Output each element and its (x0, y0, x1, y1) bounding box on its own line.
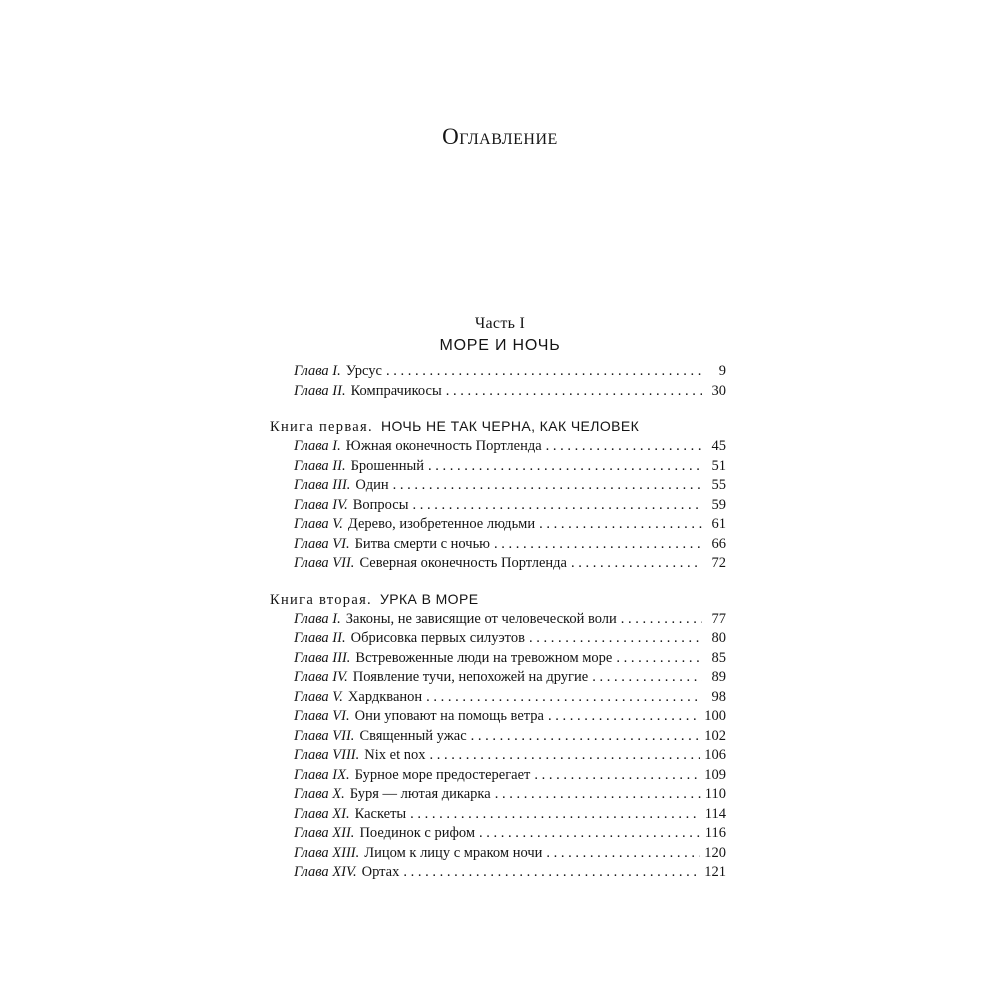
toc-entry[interactable] (294, 362, 726, 382)
chapter-number: Глава VII. (294, 555, 355, 571)
chapter-number: Глава VI. (294, 708, 350, 724)
dot-leader (616, 649, 702, 669)
chapter-number: Глава I. (294, 438, 341, 454)
toc-entry[interactable] (294, 668, 726, 688)
part-label: Часть I (474, 315, 526, 332)
chapter-number: Глава XIII. (294, 844, 360, 861)
toc-entry[interactable] (294, 610, 726, 630)
toc-entry[interactable] (294, 496, 726, 516)
books-list (270, 415, 726, 883)
dot-leader (539, 515, 702, 535)
chapter-number: Глава XI. (294, 805, 350, 822)
page-number: 106 (704, 747, 726, 763)
page-number: 80 (711, 630, 726, 646)
chapter-title: Хардкванон (347, 688, 423, 705)
dot-leader (534, 766, 700, 786)
table-of-contents (270, 362, 726, 883)
chapter-number: Глава VIII. (294, 747, 360, 763)
page-number: 85 (711, 649, 726, 666)
dot-leader (529, 629, 702, 649)
dot-leader (393, 476, 702, 496)
chapter-number: Глава II. (294, 630, 346, 646)
chapter-number: Глава VII. (294, 727, 355, 744)
part-title: МОРЕ И НОЧЬ (439, 337, 561, 354)
dot-leader (471, 727, 701, 747)
dot-leader (494, 535, 702, 555)
chapter-title: Брошенный (350, 457, 425, 474)
book-label: Книга вторая. (270, 591, 372, 608)
toc-entry[interactable] (294, 707, 726, 727)
chapter-number: Глава X. (294, 786, 345, 802)
page-number: 30 (711, 382, 726, 399)
chapter-title: Появление тучи, непохожей на другие (352, 669, 589, 685)
book-section (270, 415, 726, 574)
chapter-title: Буря — лютая дикарка (349, 786, 491, 802)
dot-leader (403, 863, 700, 883)
chapter-number: Глава IV. (294, 669, 348, 685)
chapter-number: Глава I. (294, 363, 341, 379)
toc-entry[interactable] (294, 824, 726, 844)
book-header (270, 415, 726, 437)
page-title: Оглавление (442, 124, 558, 149)
dot-leader (412, 496, 702, 516)
page-number: 55 (711, 477, 726, 493)
chapter-title: Поединок с рифом (359, 825, 476, 841)
page-number: 45 (711, 438, 726, 454)
chapter-title: Лицом к лицу с мраком ночи (364, 844, 543, 861)
book-section (270, 588, 726, 883)
page-number: 77 (711, 610, 726, 627)
chapter-title: Законы, не зависящие от человеческой воли (345, 610, 617, 627)
toc-entry[interactable] (294, 515, 726, 535)
chapter-title: Южная оконечность Портленда (345, 438, 542, 454)
page-number: 51 (711, 457, 726, 474)
book-header (270, 588, 726, 610)
chapter-title: Обрисовка первых силуэтов (350, 630, 525, 646)
chapter-title: Северная оконечность Портленда (359, 555, 567, 571)
chapter-number: Глава III. (294, 649, 351, 666)
page-number: 66 (711, 535, 726, 552)
page-number: 114 (704, 805, 726, 822)
page-number: 9 (718, 363, 726, 379)
chapter-number: Глава VI. (294, 535, 350, 552)
dot-leader (386, 362, 702, 382)
page-number: 98 (711, 688, 726, 705)
toc-entry[interactable] (294, 863, 726, 883)
toc-entry[interactable] (294, 476, 726, 496)
toc-entry[interactable] (294, 382, 726, 402)
dot-leader (479, 824, 701, 844)
chapter-number: Глава II. (294, 382, 346, 399)
chapter-title: Вопросы (352, 496, 409, 513)
dot-leader (428, 457, 702, 477)
chapter-number: Глава IX. (294, 766, 350, 783)
chapter-number: Глава IV. (294, 496, 348, 513)
page-number: 89 (711, 669, 726, 685)
chapter-title: Встревоженные люди на тревожном море (355, 649, 613, 666)
toc-entry[interactable] (294, 554, 726, 574)
toc-entry[interactable] (294, 437, 726, 457)
chapter-title: Nix et nox (364, 747, 426, 763)
dot-leader (495, 785, 701, 805)
dot-leader (592, 668, 702, 688)
chapter-number: Глава I. (294, 610, 341, 627)
chapter-number: Глава XIV. (294, 864, 357, 880)
part-header (0, 313, 1000, 357)
page-number: 102 (704, 727, 726, 744)
intro-chapter-list (270, 362, 726, 401)
chapter-title: Бурное море предостерегает (354, 766, 531, 783)
page-number: 100 (704, 708, 726, 724)
toc-entry[interactable] (294, 785, 726, 805)
toc-entry[interactable] (294, 457, 726, 477)
page-number: 109 (704, 766, 726, 783)
toc-entry[interactable] (294, 629, 726, 649)
toc-entry[interactable] (294, 535, 726, 555)
chapter-title: Священный ужас (359, 727, 467, 744)
book-label: Книга первая. (270, 419, 373, 435)
chapter-title: Один (355, 477, 389, 493)
chapter-title: Каскеты (354, 805, 407, 822)
dot-leader (546, 437, 702, 457)
chapter-title: Компрачикосы (350, 382, 442, 399)
book-title: УРКА В МОРЕ (379, 590, 479, 607)
chapter-title: Урсус (345, 363, 382, 379)
page-number: 59 (711, 496, 726, 513)
chapter-title: Ортах (361, 864, 400, 880)
page-number: 120 (704, 844, 726, 861)
dot-leader (426, 688, 702, 708)
page-number: 116 (704, 825, 726, 841)
chapter-number: Глава II. (294, 457, 346, 474)
chapter-title: Дерево, изобретенное людьми (347, 516, 536, 532)
dot-leader (621, 610, 702, 630)
dot-leader (548, 707, 700, 727)
toc-entry[interactable] (294, 688, 726, 708)
page-number: 121 (704, 864, 726, 880)
toc-entry[interactable] (294, 746, 726, 766)
dot-leader (546, 844, 700, 864)
chapter-title: Они уповают на помощь ветра (354, 708, 544, 724)
dot-leader (429, 746, 700, 766)
page-number: 72 (711, 555, 726, 571)
dot-leader (446, 382, 702, 402)
chapter-number: Глава V. (294, 516, 343, 532)
dot-leader (410, 805, 701, 825)
chapter-number: Глава V. (294, 688, 343, 705)
chapter-number: Глава III. (294, 477, 351, 493)
toc-entry[interactable] (294, 844, 726, 864)
chapter-number: Глава XII. (294, 825, 355, 841)
toc-entry[interactable] (294, 727, 726, 747)
toc-entry[interactable] (294, 766, 726, 786)
dot-leader (571, 554, 702, 574)
book-title: НОЧЬ НЕ ТАК ЧЕРНА, КАК ЧЕЛОВЕК (380, 418, 640, 434)
chapter-title: Битва смерти с ночью (354, 535, 491, 552)
toc-entry[interactable] (294, 649, 726, 669)
toc-entry[interactable] (294, 805, 726, 825)
page-number: 110 (704, 786, 726, 802)
page-number: 61 (711, 516, 726, 532)
